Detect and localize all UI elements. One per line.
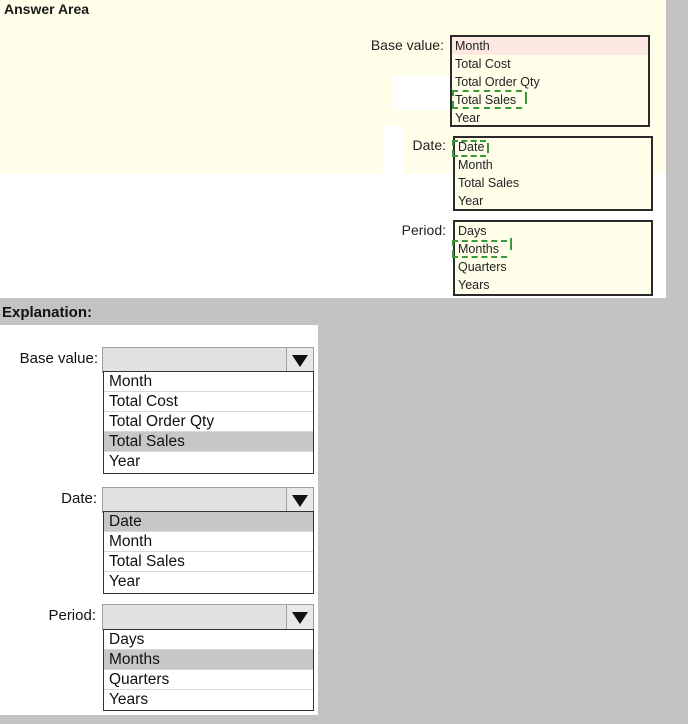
explanation-date-option-year[interactable]: Year bbox=[109, 573, 141, 590]
answer-date-option-date[interactable]: Date bbox=[458, 140, 485, 154]
answer-selection-marker bbox=[510, 238, 512, 250]
triangle-down-icon bbox=[292, 612, 308, 624]
explanation-base-value-list bbox=[103, 371, 314, 474]
answer-date-option-month[interactable]: Month bbox=[458, 158, 493, 172]
triangle-down-icon bbox=[292, 355, 308, 367]
explanation-period-option-years[interactable]: Years bbox=[109, 691, 149, 708]
explanation-date-option-total-sales[interactable]: Total Sales bbox=[104, 552, 313, 572]
answer-period-option-days[interactable]: Days bbox=[458, 224, 487, 238]
explanation-base-value-dropdown[interactable] bbox=[102, 347, 314, 373]
answer-date-label: Date: bbox=[412, 137, 446, 153]
answer-selection-marker bbox=[452, 90, 454, 107]
triangle-down-icon bbox=[292, 495, 308, 507]
answer-base-value-label: Base value: bbox=[370, 37, 444, 53]
explanation-base-value-option-month[interactable]: Month bbox=[104, 372, 313, 392]
answer-date-option-year[interactable]: Year bbox=[458, 194, 484, 208]
explanation-period-label: Period: bbox=[48, 607, 96, 624]
dropdown-button[interactable] bbox=[286, 488, 313, 512]
answer-base-value-list bbox=[450, 35, 650, 127]
explanation-date-option-month[interactable]: Month bbox=[104, 532, 313, 552]
answer-selection-marker bbox=[452, 240, 507, 242]
explanation-period-dropdown[interactable] bbox=[102, 604, 314, 630]
dropdown-button[interactable] bbox=[286, 348, 313, 372]
explanation-period-option-quarters[interactable]: Quarters bbox=[104, 670, 313, 690]
answer-base-value-option-year[interactable]: Year bbox=[455, 111, 481, 125]
dropdown-button[interactable] bbox=[286, 605, 313, 629]
explanation-date-list bbox=[103, 511, 314, 594]
answer-base-value-option-total-cost[interactable]: Total Cost bbox=[455, 57, 511, 71]
explanation-date-option-date[interactable]: Date bbox=[104, 512, 313, 532]
explanation-base-value-option-total-cost[interactable]: Total Cost bbox=[104, 392, 313, 412]
explanation-base-value-option-total-sales[interactable]: Total Sales bbox=[104, 432, 313, 452]
answer-base-value-option-total-sales[interactable]: Total Sales bbox=[455, 93, 517, 107]
answer-period-option-quarters[interactable]: Quarters bbox=[458, 260, 507, 274]
answer-period-list bbox=[453, 220, 653, 296]
answer-selection-marker bbox=[487, 143, 489, 153]
answer-base-value-option-month[interactable]: Month bbox=[452, 37, 648, 55]
explanation-period-option-days[interactable]: Days bbox=[104, 630, 313, 650]
answer-selection-marker bbox=[525, 92, 527, 104]
explanation-title: Explanation: bbox=[2, 304, 93, 321]
answer-selection-marker bbox=[452, 256, 507, 258]
answer-date-list bbox=[453, 136, 653, 211]
answer-period-option-years[interactable]: Years bbox=[458, 278, 490, 292]
explanation-date-label: Date: bbox=[61, 490, 97, 507]
answer-selection-marker bbox=[452, 240, 454, 256]
answer-area-bg-block bbox=[393, 75, 449, 110]
answer-selection-marker bbox=[452, 140, 486, 142]
answer-period-label: Period: bbox=[401, 222, 446, 238]
explanation-base-value-option-total-order-qty[interactable]: Total Order Qty bbox=[104, 412, 313, 432]
answer-selection-marker bbox=[452, 140, 454, 155]
explanation-date-dropdown[interactable] bbox=[102, 487, 314, 513]
answer-date-option-total-sales[interactable]: Total Sales bbox=[458, 176, 520, 190]
answer-area-title: Answer Area bbox=[4, 1, 90, 17]
explanation-period-option-months[interactable]: Months bbox=[104, 650, 313, 670]
answer-selection-marker bbox=[452, 107, 522, 109]
answer-base-value-option-total-order-qty[interactable]: Total Order Qty bbox=[455, 75, 540, 89]
explanation-period-list bbox=[103, 629, 314, 711]
answer-selection-marker bbox=[452, 90, 522, 92]
explanation-base-value-label: Base value: bbox=[19, 350, 98, 367]
answer-selection-marker bbox=[452, 155, 486, 157]
explanation-base-value-option-year[interactable]: Year bbox=[109, 453, 141, 470]
answer-period-option-months[interactable]: Months bbox=[458, 242, 499, 256]
